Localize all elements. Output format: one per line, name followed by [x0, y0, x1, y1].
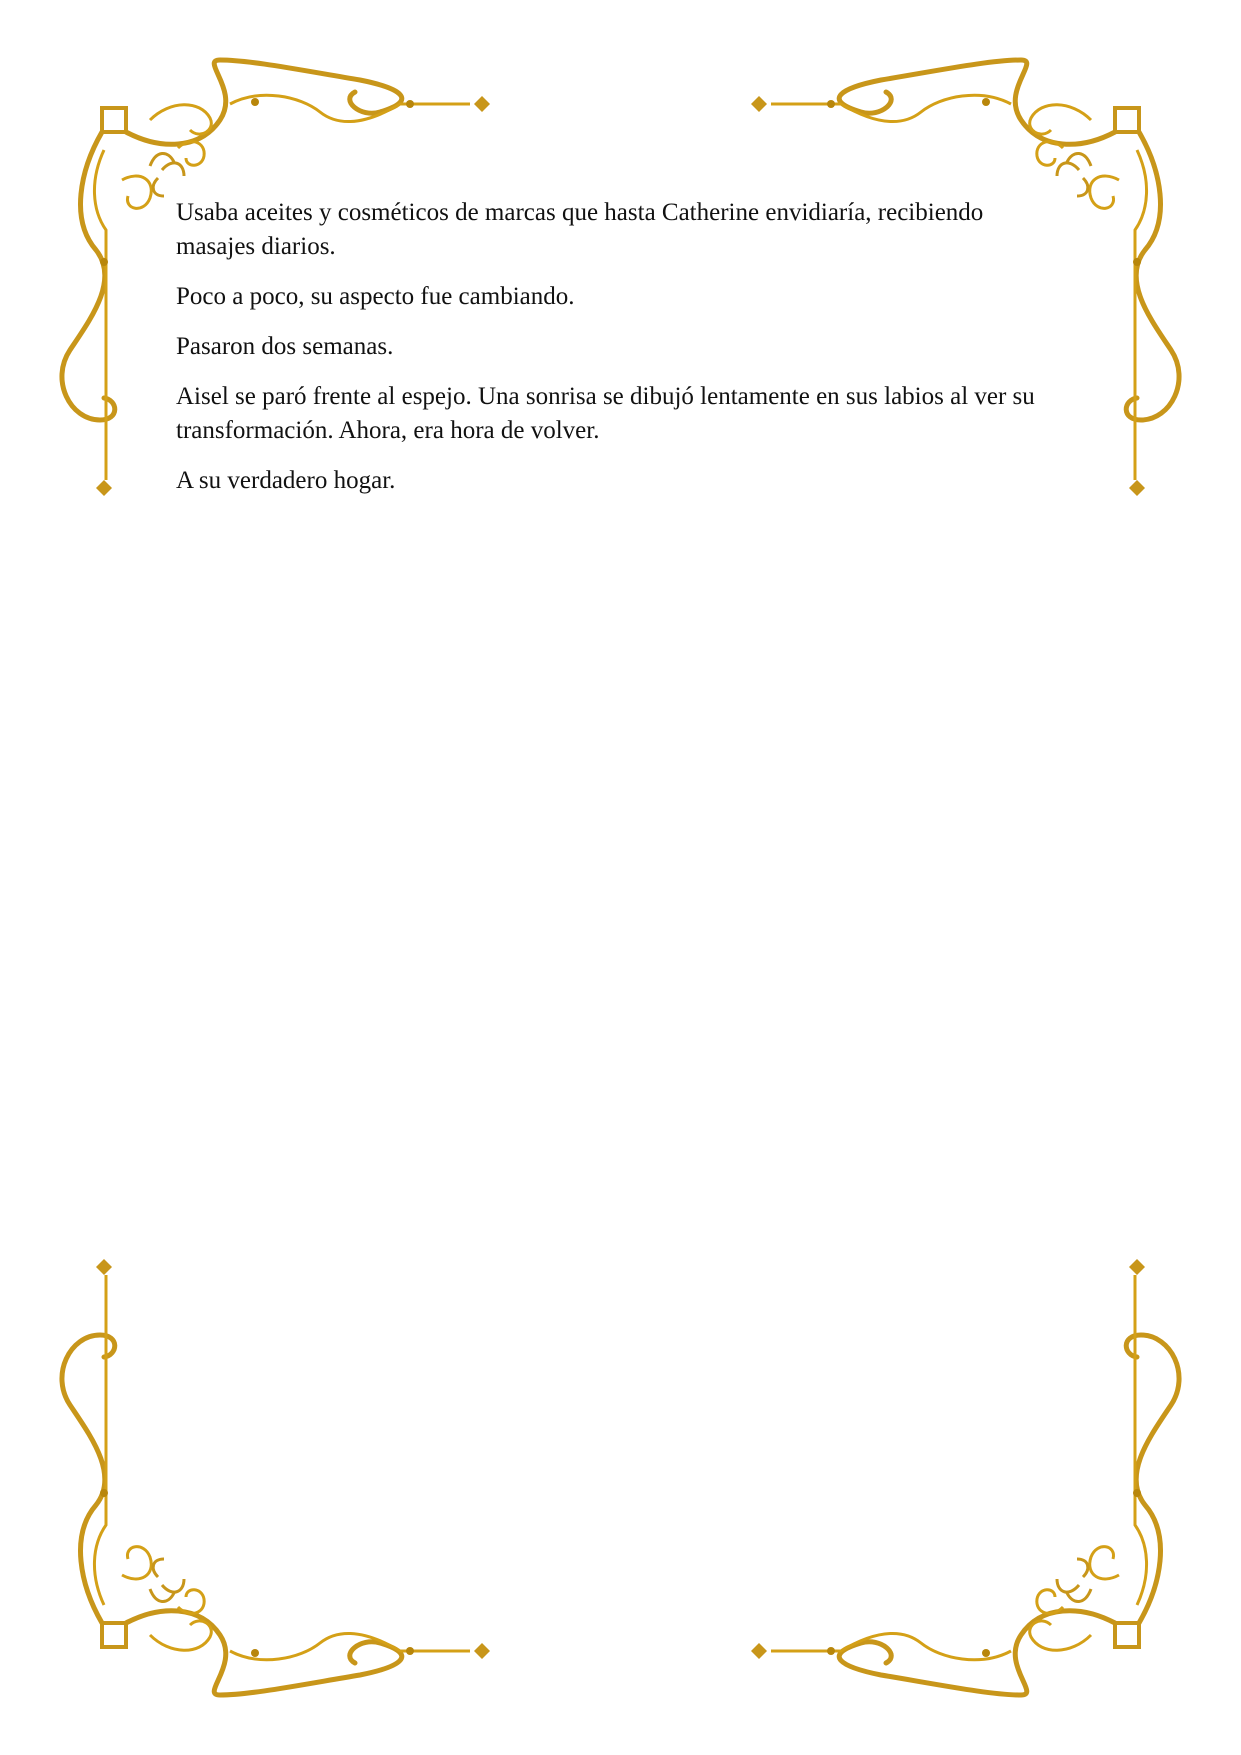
paragraph-5: A su verdadero hogar.: [176, 467, 396, 494]
paragraph-1: Usaba aceites y cosméticos de marcas que hasta Catherine envidiaría, recibiendo masajes diarios.: [176, 199, 984, 260]
paragraph-3: Pasaron dos semanas.: [176, 333, 394, 360]
story-text: [176, 196, 1066, 514]
corner-ornament-bottom-left: [62, 1259, 490, 1695]
corner-ornament-bottom-right: [751, 1259, 1179, 1695]
paragraph-4: Aisel se paró frente al espejo. Una sonrisa se dibujó lentamente en sus labios al ver su transformación. Ahora, era hora de volver.: [176, 383, 1035, 444]
paragraph-2: Poco a poco, su aspecto fue cambiando.: [176, 283, 575, 310]
